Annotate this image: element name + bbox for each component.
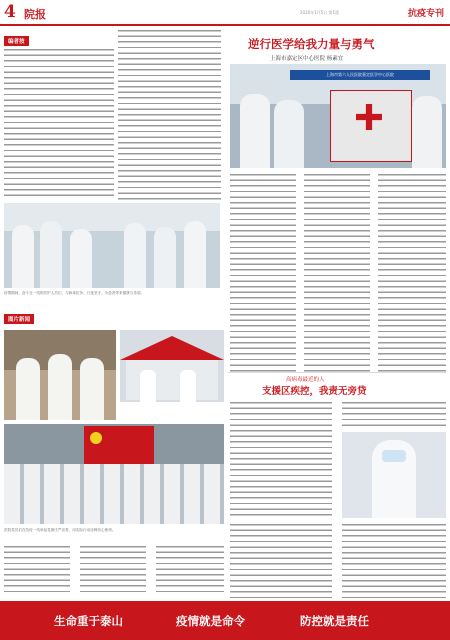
masthead-date: 2020年1月5日 第1版 (300, 10, 340, 15)
divider (228, 372, 446, 373)
photo-news-image-2 (120, 330, 224, 402)
editorial-text-column-2 (118, 28, 221, 200)
photo-news-image-3 (4, 424, 224, 524)
slogan-right: 防控就是责任 (300, 614, 369, 628)
left-photo (4, 203, 220, 288)
page-number: 4 (4, 2, 16, 22)
section-title: 抗疫专刊 (407, 9, 444, 19)
left-photo-caption: 疫情期间，奋斗在一线的医护人员们，与病毒抗争，日夜坚守，为患者带来健康与希望。 (4, 291, 145, 295)
photo-news-caption: 医院党员们在抗疫一线举起党旗庄严宣誓，用实际行动诠释初心使命。 (4, 528, 116, 532)
story2-headline: 支援区疾控，我责无旁贷 (262, 386, 367, 397)
story2-body-lower (230, 522, 446, 598)
photo-sign: 上海市第六人民医院嘉定医学中心医院 (290, 70, 430, 80)
photo-news-image-1 (4, 330, 116, 420)
masthead-title: 院报 (24, 8, 46, 21)
story1-headline: 逆行医学给我力量与勇气 (248, 37, 375, 51)
story1-photo (230, 64, 446, 168)
story2-photo (342, 432, 446, 518)
slogan-banner (0, 601, 450, 640)
photo-news-tag: 图片新闻 (4, 314, 34, 324)
story1-body-columns (230, 172, 446, 372)
masthead (0, 0, 450, 26)
story2-kicker: 高病毒最近的人 (286, 377, 325, 383)
editorial-tag: 编者按 (4, 36, 29, 46)
photo-news-body (4, 544, 224, 596)
slogan-middle: 疫情就是命令 (176, 614, 245, 628)
slogan-left: 生命重于泰山 (54, 614, 123, 628)
story1-byline: 上海市嘉定区中心医院 杨素宜 (270, 56, 344, 62)
editorial-text-column-1 (4, 47, 114, 199)
